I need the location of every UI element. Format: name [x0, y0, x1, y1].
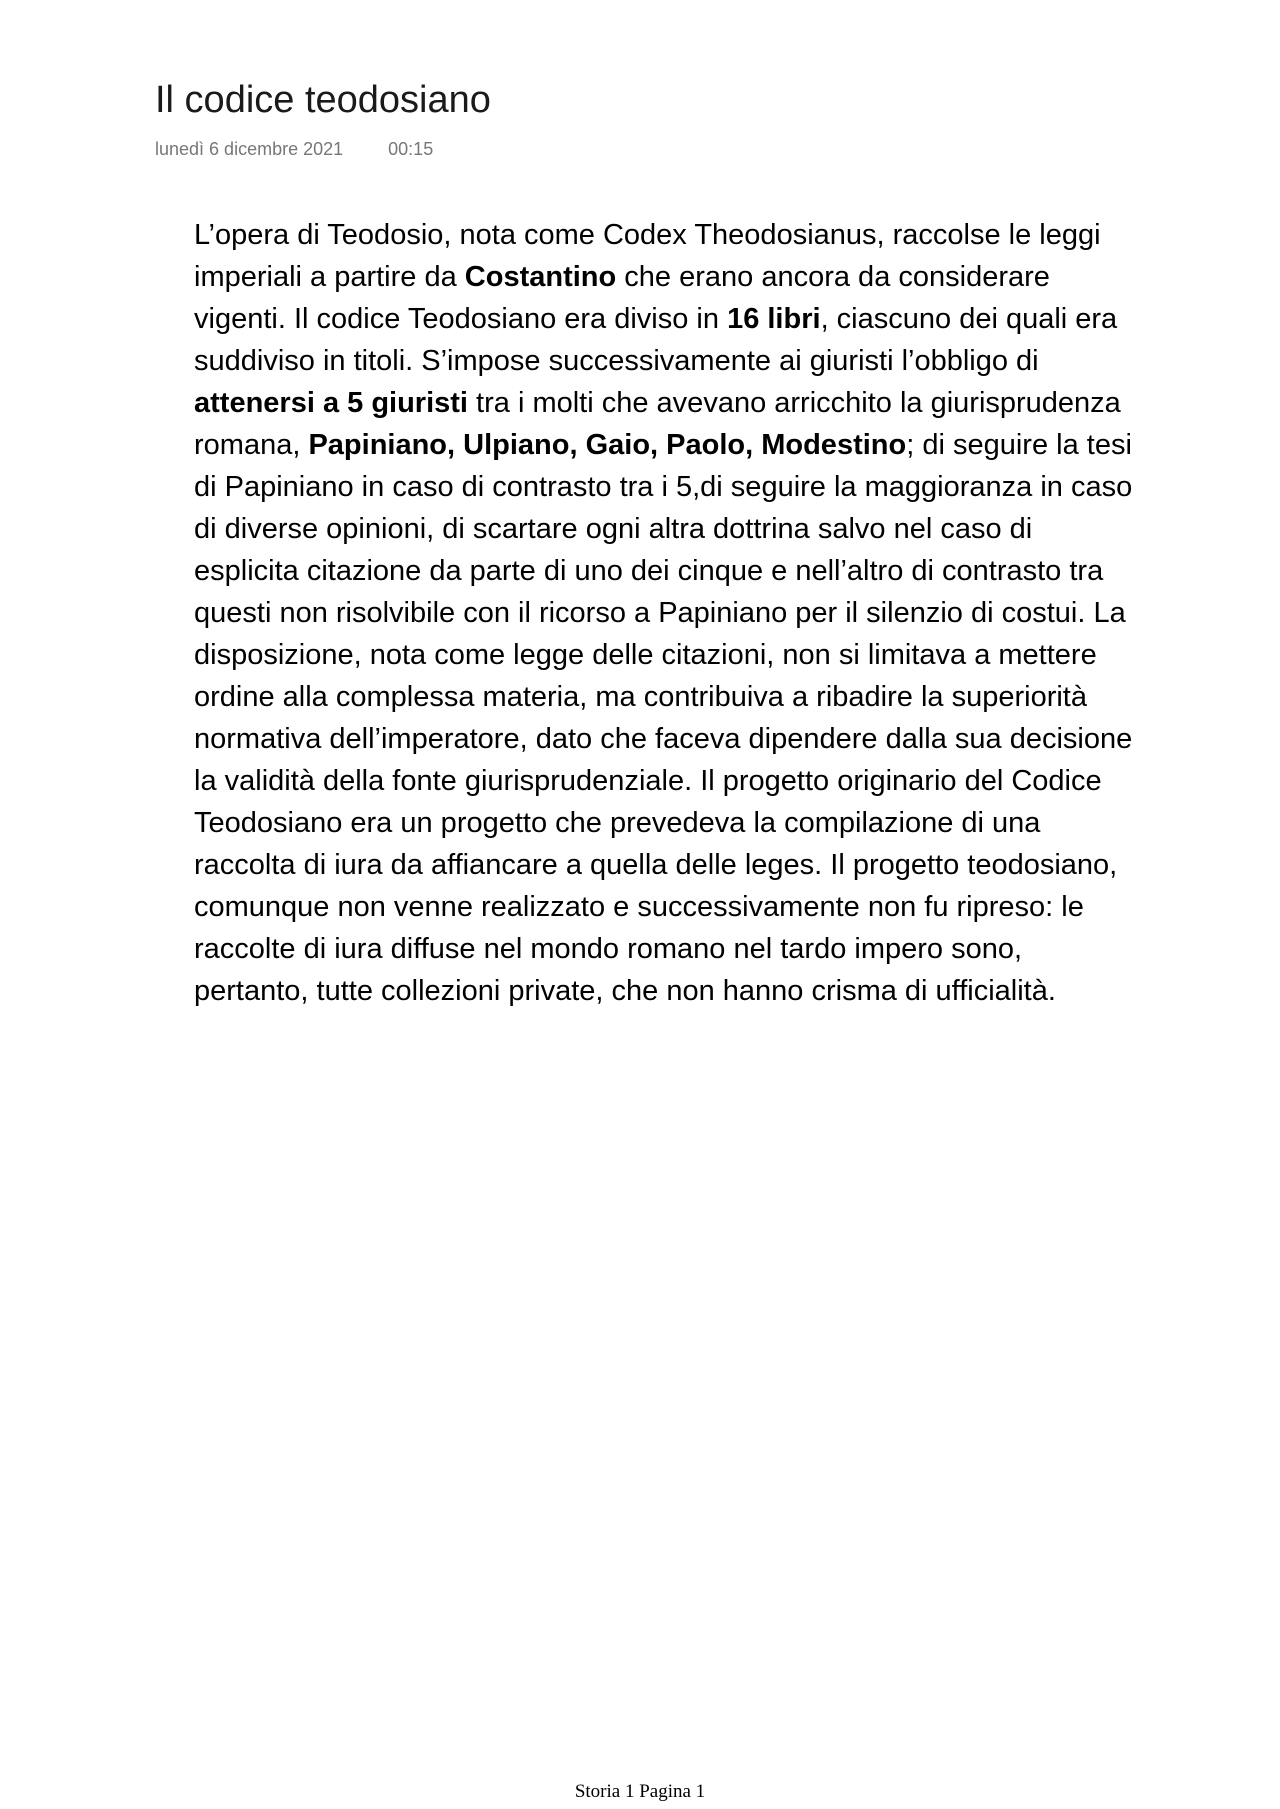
note-metadata — [155, 140, 433, 158]
body-text-segment: che erano ancora da considerare vigenti. Il codice Teodosiano era diviso in — [194, 261, 1050, 335]
bold-costantino: Costantino — [464, 261, 617, 293]
bold-giuristi-names: Papiniano, Ulpiano, Gaio, Paolo, Modestino — [308, 429, 907, 461]
bold-attenersi: attenersi a 5 giuristi — [194, 387, 468, 419]
note-time: 00:15 — [388, 139, 434, 159]
note-date: lunedì 6 dicembre 2021 — [155, 139, 344, 159]
page-title: Il codice teodosiano — [155, 79, 491, 121]
page-footer: Storia 1 Pagina 1 — [574, 1781, 706, 1802]
body-text-segment: ; di seguire la tesi di Papiniano in caso di contrasto tra i 5,di seguire la maggioranza in caso di diverse opinioni, di scartare ogni altra dottrina salvo nel caso di esplicita citazione da parte di uno dei cinque e nell’altro di contrasto tra questi non risolvibile con il ricorso a Papiniano per il silenzio di costui. La disposizione, nota come legge delle citazioni, non si limitava a mettere ordine alla complessa materia, ma contribuiva a ribadire la superiorità normativa dell’imperatore, dato che faceva dipendere dalla sua decisione la validità della fonte giurisprudenziale. Il progetto originario del Codice Teodosiano era un progetto che prevedeva la compilazione di una raccolta di iura da affiancare a quella delle leges. Il progetto teodosiano, comunque non venne realizzato e successivamente non fu ripreso: le raccolte di iura diffuse nel mondo romano nel tardo impero sono, pertanto, tutte collezioni private, che non hanno crisma di ufficialità. — [194, 429, 1133, 1007]
body-text-segment: tra i molti che avevano arricchito la giurisprudenza romana, — [194, 387, 1121, 461]
body-text-segment: , ciascuno dei quali era suddiviso in titoli. S’impose successivamente ai giuristi l’obbligo di — [194, 303, 1118, 377]
body-text-segment: L’opera di Teodosio, nota come Codex Theodosianus, raccolse le leggi imperiali a partire da — [194, 219, 1101, 293]
note-body — [194, 214, 1134, 1012]
bold-16-libri: 16 libri — [727, 303, 821, 335]
